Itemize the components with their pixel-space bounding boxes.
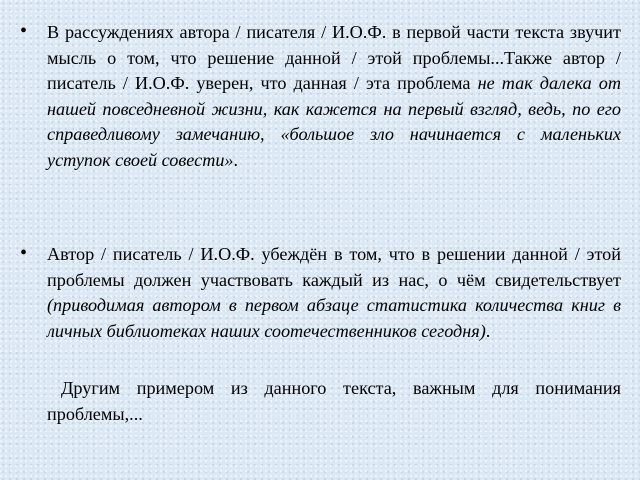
bullet-2: • [20, 242, 28, 264]
paragraph-1-italic: не так далека от нашей повседневной жизни, как кажется на первый взгляд, ведь, по его справедливому замечанию, «большое зло начинается с маленьких уступок своей совести» [47, 73, 621, 170]
paragraph-1 [47, 20, 621, 174]
paragraph-3: Другим примером из данного текста, важным для понимания проблемы,... [47, 378, 621, 424]
paragraph-1-text: В рассуждениях автора / писателя / И.О.Ф. в первой части текста звучит мысль о том, что решение данной / этой проблемы...Также автор / писатель / И.О.Ф. уверен, что данная / эта проблема [47, 22, 621, 94]
bullet-1: • [20, 20, 28, 42]
paragraph-2-end: . [485, 320, 491, 341]
paragraph-1-end: . [233, 149, 239, 170]
paragraph-2-italic: (приводимая автором в первом абзаце статистика количества книг в личных библиотеках наших соотечественников сегодня) [47, 295, 621, 341]
paragraph-2-text: Автор / писатель / И.О.Ф. убеждён в том, что в решении данной / этой проблемы должен участвовать каждый из нас, о чём свидетельствует [47, 244, 621, 290]
paragraph-2 [47, 242, 621, 344]
